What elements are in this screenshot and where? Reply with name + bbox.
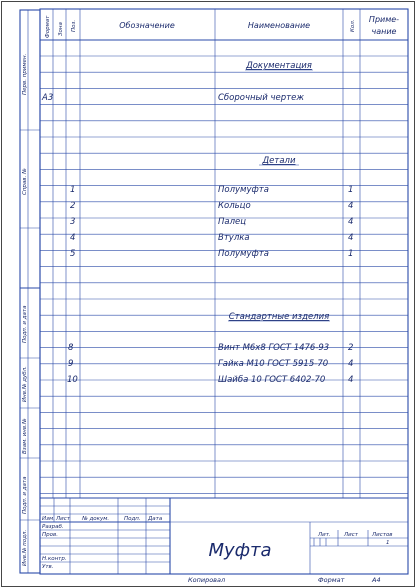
footer-format-value: А4 [372, 576, 381, 584]
row-pos: 1 [70, 185, 76, 195]
table-row [70, 185, 353, 195]
row-qty: 4 [348, 233, 354, 243]
side-strip [20, 10, 40, 573]
header-note-line1: Приме- [368, 15, 400, 24]
row-pos: 4 [70, 233, 76, 243]
side-label-sprav: Справ. № [22, 168, 28, 195]
row-pos: 2 [70, 201, 76, 211]
side-label-vzam-inv: Взам. инв.№ [22, 418, 28, 454]
row-pos: 10 [67, 375, 78, 385]
title-block [40, 498, 408, 574]
tb-listov-value: 1 [386, 540, 390, 546]
section-details: Детали [262, 156, 296, 166]
tb-izm: Изм. [42, 516, 55, 522]
header-name: Наименование [247, 21, 311, 30]
table-row [70, 201, 353, 211]
header-note-line2: чание [371, 27, 397, 36]
row-name: Полумуфта [218, 185, 269, 195]
tb-prov: Пров. [42, 532, 58, 538]
table-row [41, 93, 304, 103]
side-label-perv-primen: Перв. примен. [22, 53, 28, 95]
document-title: Муфта [208, 540, 272, 561]
row-qty: 4 [348, 375, 354, 385]
header-pos: Поз. [71, 19, 77, 32]
tb-podp: Подп. [124, 516, 141, 522]
table-header [45, 15, 399, 38]
row-qty: 1 [348, 249, 354, 259]
header-qty: Кол. [350, 19, 356, 32]
doc-name: Сборочный чертеж [218, 93, 304, 103]
side-label-podp-data-1: Подп. и дата [22, 305, 28, 343]
footer-format: Формат [318, 576, 345, 584]
row-qty: 4 [348, 359, 354, 369]
table-row [70, 217, 353, 227]
row-name: Шайба 10 ГОСТ 6402-70 [218, 375, 326, 385]
table-columns [53, 9, 360, 498]
row-pos: 9 [68, 359, 74, 369]
row-pos: 8 [68, 343, 74, 353]
side-label-inv-podl: Инв.№ подл. [22, 529, 28, 566]
tb-listov: Листов [372, 532, 393, 538]
section-documentation: Документация [246, 61, 312, 71]
table-row [68, 343, 353, 353]
row-name: Палец [218, 217, 247, 227]
row-name: Кольцо [218, 201, 251, 211]
side-label-podp-data-2: Подп. и дата [22, 476, 28, 514]
header-designation: Обозначение [119, 21, 175, 30]
row-name: Втулка [218, 233, 250, 243]
table-row-lines [40, 56, 408, 493]
tb-utv: Утв. [42, 564, 54, 570]
header-format: Формат [45, 15, 51, 38]
footer-kopiroval: Копировал [188, 576, 226, 584]
tb-list: Лист [56, 516, 70, 522]
row-pos: 5 [70, 249, 76, 259]
side-label-inv-dubl: Инв.№ дубл. [22, 366, 28, 402]
tb-razrab: Разраб. [42, 524, 64, 530]
tb-list2: Лист [344, 532, 358, 538]
tb-lit: Лит. [318, 532, 331, 538]
tb-ndokum: № докум. [82, 516, 110, 522]
row-qty: 2 [348, 343, 354, 353]
section-standard: Стандартные изделия [228, 312, 330, 322]
row-name: Полумуфта [218, 249, 269, 259]
tb-nkontr: Н.контр. [42, 556, 67, 562]
row-qty: 1 [348, 185, 354, 195]
outer-border [2, 2, 415, 587]
header-zone: Зона [58, 22, 64, 36]
row-name: Гайка М10 ГОСТ 5915-70 [218, 359, 329, 369]
row-qty: 4 [348, 201, 354, 211]
tb-data: Дата [148, 516, 163, 522]
row-pos: 3 [70, 217, 76, 227]
doc-format: А3 [42, 93, 54, 103]
row-qty: 4 [348, 217, 354, 227]
row-name: Винт М6х8 ГОСТ 1476-93 [218, 343, 330, 353]
